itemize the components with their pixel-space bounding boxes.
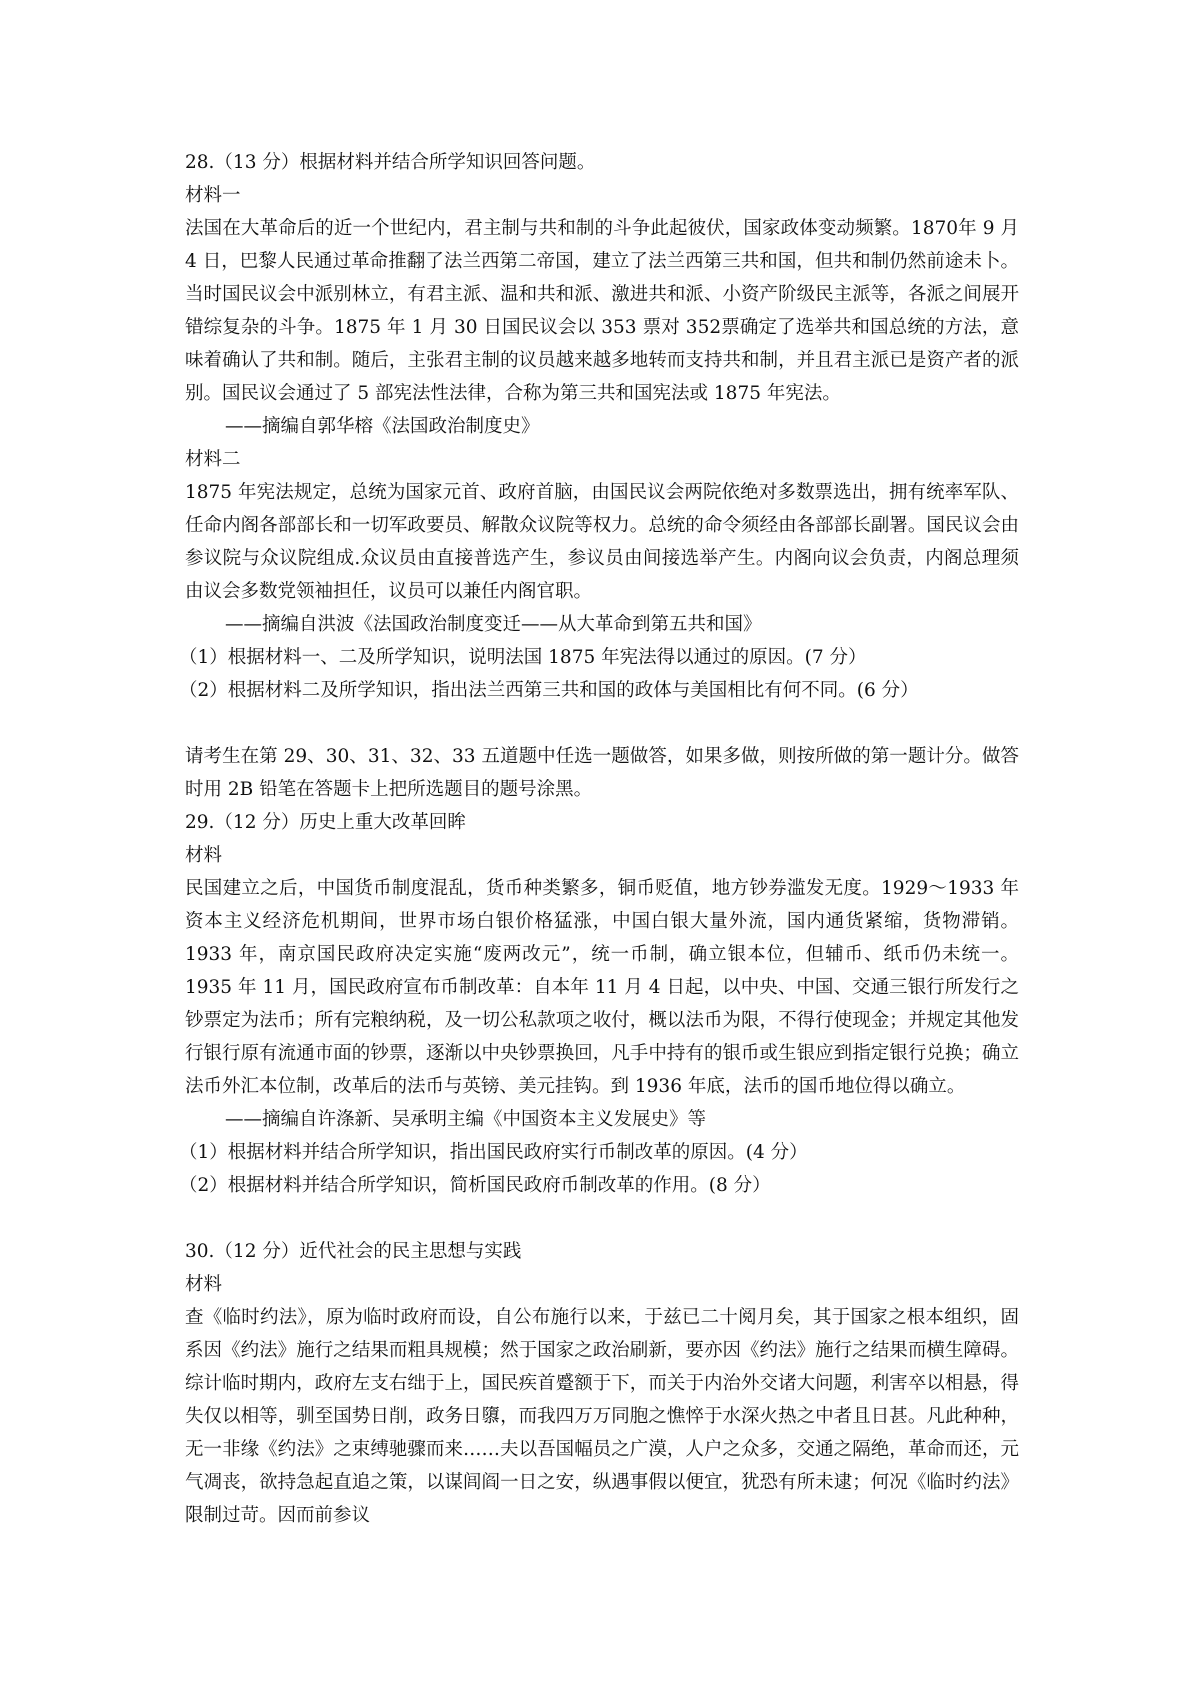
q29-title: 29.（12 分）历史上重大改革回眸 (185, 812, 466, 833)
q28-material-2-label: 材料二 (185, 449, 241, 470)
q28-sub-question-1: （1）根据材料一、二及所学知识，说明法国 1875 年宪法得以通过的原因。(7 分） (179, 647, 867, 668)
elective-instructions: 请考生在第 29、30、31、32、33 五道题中任选一题做答，如果多做，则按所做的第一题计分。做答时用 2B 铅笔在答题卡上把所选题目的题号涂黑。 (185, 746, 1019, 800)
q29-material-label: 材料 (185, 845, 223, 866)
q29-material-text: 民国建立之后，中国货币制度混乱，货币种类繁多，铜币贬值，地方钞券滥发无度。1929～1933 年资本主义经济危机期间，世界市场白银价格猛涨，中国白银大量外流，国内通货紧缩，货物滞销。1933 年，南京国民政府决定实施“废两改元”，统一币制，确立银本位，但辅币、纸币仍未统一。1935 年 11 月，国民政府宣布币制改革：自本年 11 月 4 日起，以中央、中国、交通三银行所发行之钞票定为法币；所有完粮纳税，及一切公私款项之收付，概以法币为限，不得行使现金；并规定其他发行银行原有流通市面的钞票，逐渐以中央钞票换回，凡手中持有的银币或生银应到指定银行兑换；确立法币外汇本位制，改革后的法币与英镑、美元挂钩。到 1936 年底，法币的国币地位得以确立。 (185, 878, 1019, 1097)
section-gap (185, 707, 1019, 740)
q28-material-2-source: ——摘编自洪波《法国政治制度变迁——从大革命到第五共和国》 (225, 614, 762, 635)
section-gap (185, 1202, 1019, 1235)
q29-sub-question-2: （2）根据材料并结合所学知识，简析国民政府币制改革的作用。(8 分） (179, 1175, 771, 1196)
q30-material-label: 材料 (185, 1274, 223, 1295)
q28-material-1-label: 材料一 (185, 185, 241, 206)
q30-title: 30.（12 分）近代社会的民主思想与实践 (185, 1241, 522, 1262)
q28-material-2-text: 1875 年宪法规定，总统为国家元首、政府首脑，由国民议会两院依绝对多数票选出，拥有统率军队、任命内阁各部部长和一切军政要员、解散众议院等权力。总统的命令须经由各部部长副署。国民议会由参议院与众议院组成.众议员由直接普选产生，参议员由间接选举产生。内阁向议会负责，内阁总理须由议会多数党领袖担任，议员可以兼任内阁官职。 (185, 482, 1019, 602)
exam-page (179, 146, 1019, 1532)
q28-title: 28.（13 分）根据材料并结合所学知识回答问题。 (185, 152, 596, 173)
q28-material-1-source: ——摘编自郭华榕《法国政治制度史》 (225, 416, 540, 437)
q28-material-1-text: 法国在大革命后的近一个世纪内，君主制与共和制的斗争此起彼伏，国家政体变动频繁。1870年 9 月 4 日，巴黎人民通过革命推翻了法兰西第二帝国，建立了法兰西第三共和国，但共和制仍然前途未卜。当时国民议会中派别林立，有君主派、温和共和派、激进共和派、小资产阶级民主派等，各派之间展开错综复杂的斗争。1875 年 1 月 30 日国民议会以 353 票对 352票确定了选举共和国总统的方法，意味着确认了共和制。随后，主张君主制的议员越来越多地转而支持共和制，并且君主派已是资产者的派别。国民议会通过了 5 部宪法性法律，合称为第三共和国宪法或 1875 年宪法。 (185, 218, 1019, 404)
q28-sub-question-2: （2）根据材料二及所学知识，指出法兰西第三共和国的政体与美国相比有何不同。(6 分） (179, 680, 919, 701)
q29-material-source: ——摘编自许涤新、吴承明主编《中国资本主义发展史》等 (225, 1109, 707, 1130)
q30-material-text: 查《临时约法》，原为临时政府而设，自公布施行以来，于兹已二十阅月矣，其于国家之根本组织，固系因《约法》施行之结果而粗具规模；然于国家之政治刷新，要亦因《约法》施行之结果而横生障碍。综计临时期内，政府左支右绌于上，国民疾首蹙额于下，而关于内治外交诸大问题，利害卒以相悬，得失仅以相等，驯至国势日削，政务日隳，而我四万万同胞之憔悴于水深火热之中者且日甚。凡此种种，无一非缘《约法》之束缚驰骤而来……夫以吾国幅员之广漠，人户之众多，交通之隔绝，革命而还，元气凋丧，欲持急起直追之策，以谋闾阎一日之安，纵遇事假以便宜，犹恐有所未逮；何况《临时约法》限制过苛。因而前参议 (185, 1307, 1019, 1526)
q29-sub-question-1: （1）根据材料并结合所学知识，指出国民政府实行币制改革的原因。(4 分） (179, 1142, 808, 1163)
